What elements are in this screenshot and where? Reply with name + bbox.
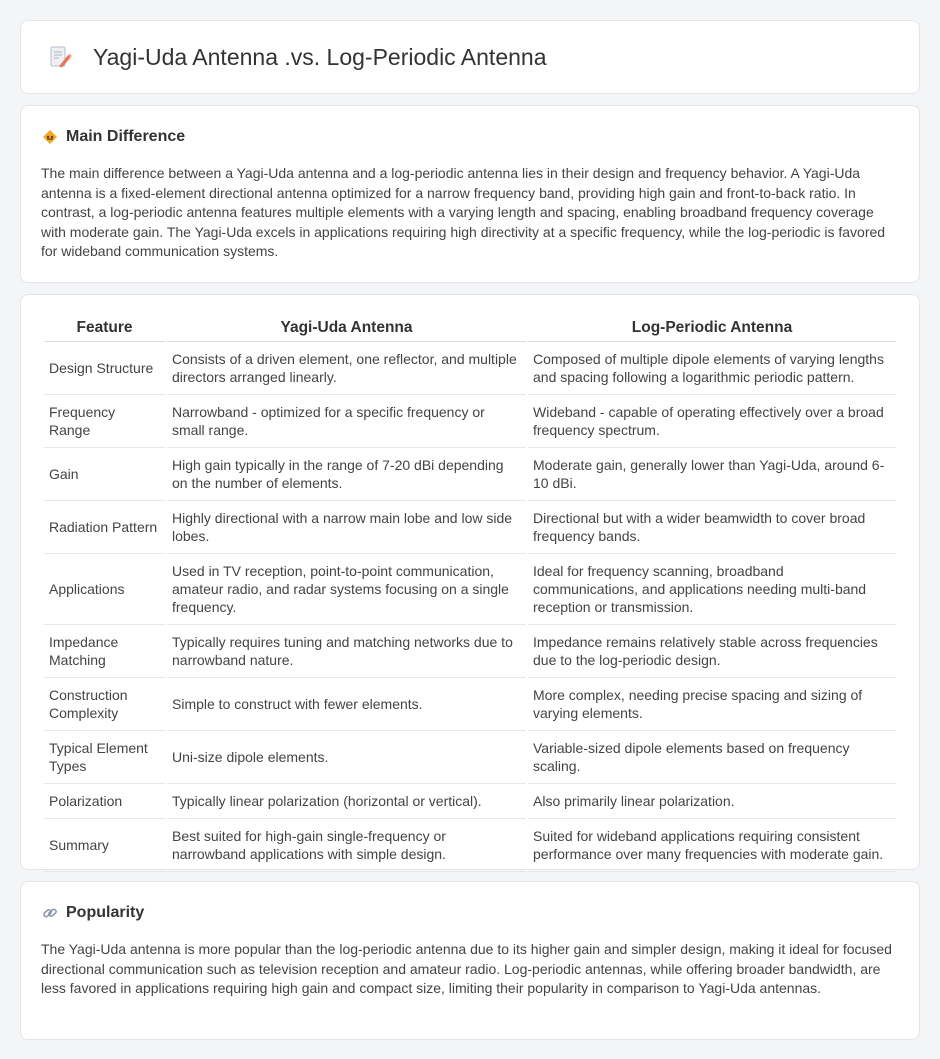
popularity-card — [20, 881, 920, 1040]
feature-cell: Frequency Range — [44, 395, 165, 448]
table-row — [44, 395, 896, 448]
log-periodic-cell: Also primarily linear polarization. — [528, 784, 896, 819]
header-card — [20, 20, 920, 94]
feature-cell: Typical Element Types — [44, 731, 165, 784]
log-periodic-cell: Wideband - capable of operating effectively over a broad frequency spectrum. — [528, 395, 896, 448]
feature-cell: Impedance Matching — [44, 625, 165, 678]
main-difference-heading — [41, 126, 899, 146]
log-periodic-cell: Suited for wideband applications requiring consistent performance over many frequencies with moderate gain. — [528, 819, 896, 872]
yagi-cell: Highly directional with a narrow main lobe and low side lobes. — [167, 501, 526, 554]
header-log-periodic: Log-Periodic Antenna — [528, 313, 896, 342]
yagi-cell: Typically linear polarization (horizontal or vertical). — [167, 784, 526, 819]
yagi-cell: High gain typically in the range of 7-20 dBi depending on the number of elements. — [167, 448, 526, 501]
yagi-cell: Typically requires tuning and matching networks due to narrowband nature. — [167, 625, 526, 678]
log-periodic-cell: Directional but with a wider beamwidth to cover broad frequency bands. — [528, 501, 896, 554]
table-row — [44, 501, 896, 554]
feature-cell: Design Structure — [44, 342, 165, 395]
feature-cell: Construction Complexity — [44, 678, 165, 731]
table-row — [44, 554, 896, 625]
table-header-row — [44, 313, 896, 342]
log-periodic-cell: Impedance remains relatively stable across frequencies due to the log-periodic design. — [528, 625, 896, 678]
table-row — [44, 731, 896, 784]
diamond-sign-icon — [41, 128, 59, 146]
comparison-card — [20, 294, 920, 870]
document-pencil-icon — [47, 44, 73, 70]
table-row — [44, 342, 896, 395]
main-difference-text: The main difference between a Yagi-Uda antenna and a log-periodic antenna lies in their design and frequency behavior. A Yagi-Uda antenna is a fixed-element directional antenna optimized for a narrow frequency band, providing high gain and front-to-back ratio. In contrast, a log-periodic antenna features multiple elements with a varying length and spacing, enabling broadband frequency coverage with moderate gain. The Yagi-Uda excels in applications requiring high directivity at a specific frequency, while the log-periodic is favored for wideband communication systems. — [41, 165, 886, 260]
log-periodic-cell: Moderate gain, generally lower than Yagi-Uda, around 6-10 dBi. — [528, 448, 896, 501]
log-periodic-cell: Composed of multiple dipole elements of varying lengths and spacing following a logarithmic periodic pattern. — [528, 342, 896, 395]
popularity-heading — [41, 902, 899, 922]
table-row — [44, 819, 896, 872]
yagi-cell: Simple to construct with fewer elements. — [167, 678, 526, 731]
yagi-cell: Best suited for high-gain single-frequency or narrowband applications with simple design. — [167, 819, 526, 872]
log-periodic-cell: More complex, needing precise spacing and sizing of varying elements. — [528, 678, 896, 731]
comparison-table — [42, 313, 898, 872]
main-difference-card — [20, 105, 920, 283]
popularity-text: The Yagi-Uda antenna is more popular than the log-periodic antenna due to its higher gain and simpler design, making it ideal for focused directional communication such as television reception and amateur radio. Log-periodic antennas, while offering broader bandwidth, are less favored in applications requiring high gain and compact size, limiting their popularity in comparison to Yagi-Uda antennas. — [41, 941, 892, 997]
table-row — [44, 678, 896, 731]
log-periodic-cell: Ideal for frequency scanning, broadband communications, and applications needing multi-band reception or transmission. — [528, 554, 896, 625]
header-feature: Feature — [44, 313, 165, 342]
yagi-cell: Consists of a driven element, one reflector, and multiple directors arranged linearly. — [167, 342, 526, 395]
feature-cell: Radiation Pattern — [44, 501, 165, 554]
page-title: Yagi-Uda Antenna .vs. Log-Periodic Antenna — [93, 43, 547, 70]
feature-cell: Summary — [44, 819, 165, 872]
feature-cell: Polarization — [44, 784, 165, 819]
header-yagi-uda: Yagi-Uda Antenna — [167, 313, 526, 342]
feature-cell: Gain — [44, 448, 165, 501]
yagi-cell: Used in TV reception, point-to-point communication, amateur radio, and radar systems focusing on a single frequency. — [167, 554, 526, 625]
yagi-cell: Uni-size dipole elements. — [167, 731, 526, 784]
table-row — [44, 625, 896, 678]
table-row — [44, 784, 896, 819]
log-periodic-cell: Variable-sized dipole elements based on frequency scaling. — [528, 731, 896, 784]
table-row — [44, 448, 896, 501]
link-icon — [41, 904, 59, 922]
feature-cell: Applications — [44, 554, 165, 625]
yagi-cell: Narrowband - optimized for a specific frequency or small range. — [167, 395, 526, 448]
popularity-title: Popularity — [66, 904, 145, 921]
main-difference-title: Main Difference — [66, 128, 186, 145]
